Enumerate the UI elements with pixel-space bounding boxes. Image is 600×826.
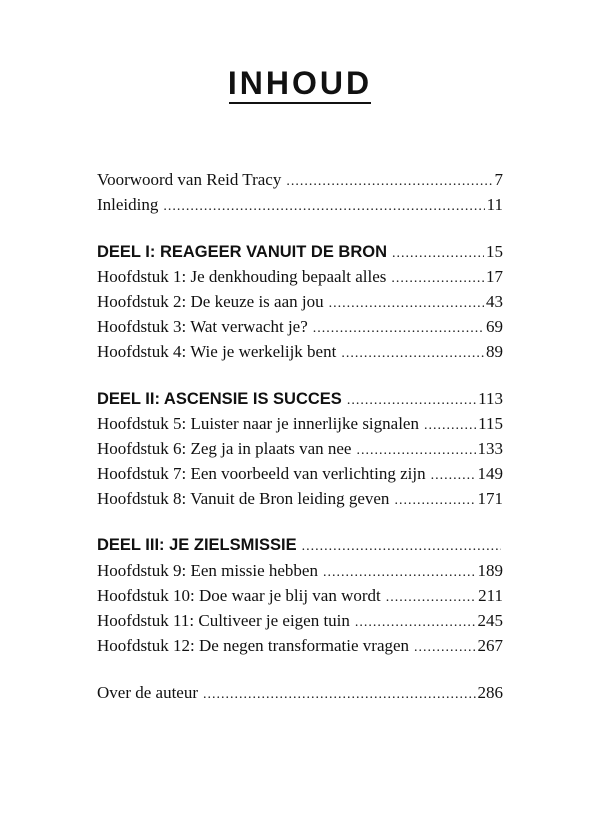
dot-leader	[355, 610, 476, 635]
toc-entry-label: Hoofdstuk 9: Een missie hebben	[97, 561, 318, 580]
dot-leader	[163, 194, 484, 219]
toc-entry-label: Hoofdstuk 2: De keuze is aan jou	[97, 292, 324, 311]
toc-entry-label: Hoofdstuk 8: Vanuit de Bron leiding geven	[97, 489, 390, 508]
toc-entry-page: 245	[477, 611, 503, 630]
toc-entry-page: 69	[486, 317, 503, 336]
toc-entry-chapter-9[interactable]	[97, 558, 503, 583]
toc-entry-over-de-auteur[interactable]	[97, 680, 503, 705]
toc-entry-label: Hoofdstuk 1: Je denkhouding bepaalt alles	[97, 267, 387, 286]
title-underline	[229, 102, 371, 104]
dot-leader	[386, 585, 476, 610]
dot-leader	[431, 463, 476, 488]
section-gap	[97, 511, 503, 533]
toc-entry-chapter-7[interactable]	[97, 461, 503, 486]
toc-entry-label: Hoofdstuk 6: Zeg ja in plaats van nee	[97, 439, 352, 458]
page-title: INHOUD	[227, 65, 373, 101]
toc-entry-page: 11	[486, 195, 503, 214]
toc-entry-label: Voorwoord van Reid Tracy	[97, 170, 282, 189]
toc-entry-chapter-3[interactable]	[97, 314, 503, 339]
toc-entry-label: Hoofdstuk 3: Wat verwacht je?	[97, 317, 308, 336]
toc-entry-page: 286	[477, 683, 503, 702]
toc-entry-chapter-1[interactable]	[97, 264, 503, 289]
toc-entry-chapter-12[interactable]	[97, 633, 503, 658]
part-heading-label: DEEL I: REAGEER VANUIT DE BRON	[97, 243, 387, 261]
toc-entry-label: Hoofdstuk 10: Doe waar je blij van wordt	[97, 586, 381, 605]
part-heading-page: 15	[486, 242, 503, 261]
dot-leader	[391, 266, 484, 291]
toc-entry-page: 189	[477, 561, 503, 580]
toc-entry-chapter-4[interactable]	[97, 339, 503, 364]
section-gap	[97, 658, 503, 680]
dot-leader	[302, 534, 501, 559]
part-heading-label: DEEL III: JE ZIELSMISSIE	[97, 536, 297, 554]
dot-leader	[313, 316, 484, 341]
dot-leader	[347, 388, 476, 413]
dot-leader	[394, 488, 475, 513]
toc-entry-chapter-8[interactable]	[97, 486, 503, 511]
toc-entry-voorwoord[interactable]	[97, 167, 503, 192]
dot-leader	[341, 341, 484, 366]
toc-entry-page: 7	[494, 170, 503, 189]
toc-entry-label: Inleiding	[97, 195, 159, 214]
toc-entry-chapter-2[interactable]	[97, 289, 503, 314]
toc-entry-label: Hoofdstuk 12: De negen transformatie vragen	[97, 636, 410, 655]
part-heading-page: 113	[478, 389, 503, 408]
toc-part-1-heading[interactable]	[97, 239, 503, 264]
dot-leader	[203, 682, 475, 707]
toc-entry-label: Over de auteur	[97, 683, 199, 702]
dot-leader	[329, 291, 484, 316]
toc-entry-page: 211	[478, 586, 503, 605]
toc-entry-label: Hoofdstuk 5: Luister naar je innerlijke signalen	[97, 414, 419, 433]
section-gap	[97, 217, 503, 239]
toc-entry-inleiding[interactable]	[97, 192, 503, 217]
toc-entry-chapter-5[interactable]	[97, 411, 503, 436]
section-gap	[97, 364, 503, 386]
toc-entry-page: 89	[486, 342, 503, 361]
toc-entry-page: 43	[486, 292, 503, 311]
toc-entry-page: 17	[486, 267, 503, 286]
toc-entry-page: 171	[477, 489, 503, 508]
dot-leader	[392, 241, 484, 266]
toc-entry-label: Hoofdstuk 4: Wie je werkelijk bent	[97, 342, 337, 361]
toc-entry-label: Hoofdstuk 7: Een voorbeeld van verlichting zijn	[97, 464, 426, 483]
dot-leader	[286, 169, 492, 194]
toc-part-3-heading[interactable]	[97, 533, 503, 558]
toc-entry-chapter-10[interactable]	[97, 583, 503, 608]
toc-entry-page: 267	[477, 636, 503, 655]
toc-entry-page: 115	[478, 414, 503, 433]
toc-entry-page: 149	[477, 464, 503, 483]
toc-entry-chapter-11[interactable]	[97, 608, 503, 633]
dot-leader	[323, 560, 476, 585]
dot-leader	[424, 413, 476, 438]
dot-leader	[414, 635, 475, 660]
table-of-contents	[97, 167, 503, 705]
toc-entry-page: 133	[477, 439, 503, 458]
dot-leader	[356, 438, 475, 463]
part-heading-label: DEEL II: ASCENSIE IS SUCCES	[97, 390, 342, 408]
toc-entry-chapter-6[interactable]	[97, 436, 503, 461]
toc-part-2-heading[interactable]	[97, 386, 503, 411]
toc-entry-label: Hoofdstuk 11: Cultiveer je eigen tuin	[97, 611, 350, 630]
